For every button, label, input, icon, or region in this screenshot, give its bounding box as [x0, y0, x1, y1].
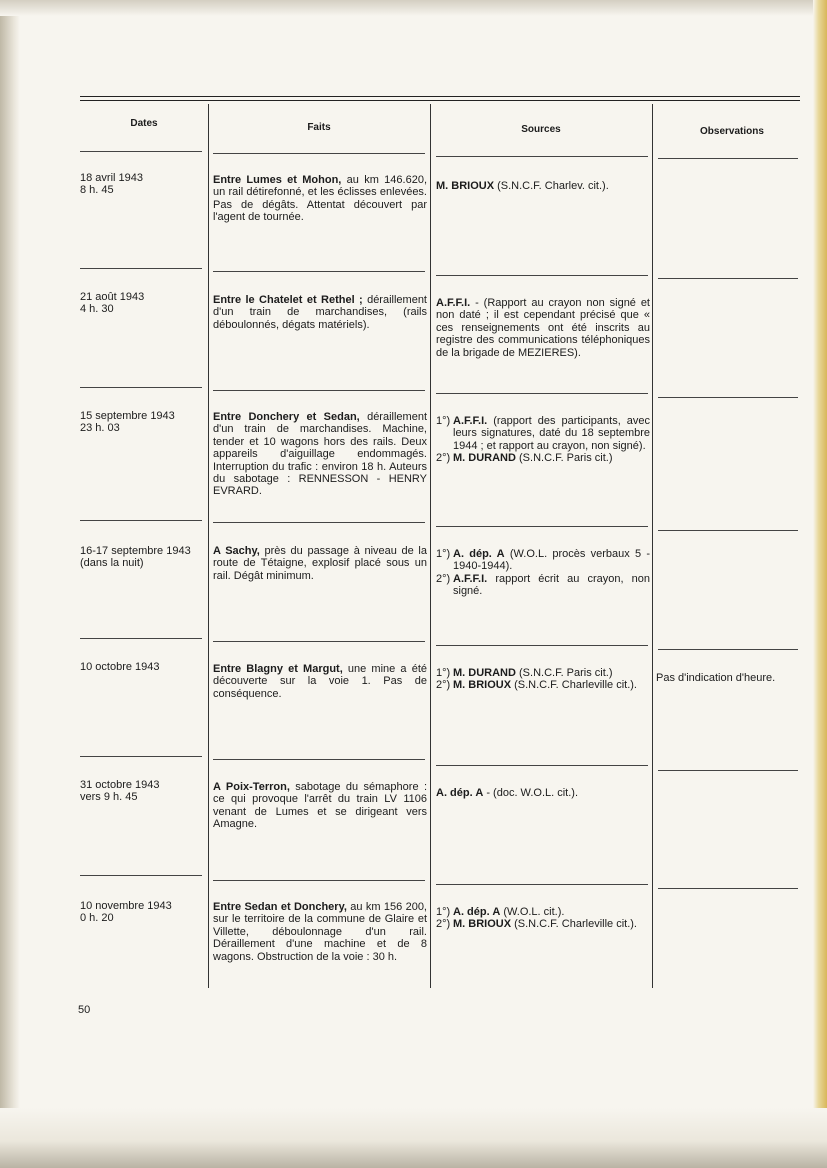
source-cell [436, 415, 650, 465]
source-name: A. dép. A [453, 906, 501, 918]
table-row [80, 900, 200, 925]
fait-location: Entre Lumes et Mohon, [213, 174, 342, 186]
time-value: vers 9 h. 45 [80, 791, 138, 804]
row-separator [213, 880, 425, 881]
page-top-shadow [0, 0, 827, 16]
source-entry [436, 415, 650, 452]
fait-location: Entre Donchery et Sedan, [213, 411, 360, 423]
source-name: M. BRIOUX [453, 918, 512, 931]
fait-cell [213, 663, 427, 700]
time-value: 4 h. 30 [80, 303, 114, 316]
page-bottom-shadow [0, 1108, 827, 1168]
source-number: 2°) [436, 679, 451, 692]
date-value: 31 octobre 1943 [80, 779, 160, 791]
row-separator [213, 641, 425, 642]
row-separator [658, 649, 798, 650]
date-value: 21 août 1943 [80, 291, 145, 303]
source-name: A.F.F.I. [453, 415, 488, 427]
source-name: A. dép. A [436, 787, 484, 799]
page-edge-right [813, 0, 827, 1168]
fait-location: Entre Sedan et Donchery, [213, 901, 347, 913]
fait-description: près du passage à niveau de la route de Tétaigne, explosif placé sous un rail. Dégât minimum. [213, 545, 427, 582]
source-number: 2°) [436, 452, 451, 465]
source-entry [436, 906, 650, 918]
row-separator [80, 756, 202, 757]
row-separator [658, 158, 798, 159]
date-value: 10 octobre 1943 [80, 661, 160, 673]
source-detail: - (doc. W.O.L. cit.). [483, 787, 579, 799]
table-row [80, 172, 200, 197]
fait-cell [213, 174, 427, 224]
source-entry [436, 667, 650, 679]
fait-description: une mine a été découverte sur la voie 1. Pas de conséquence. [213, 663, 427, 700]
row-separator [80, 387, 202, 388]
source-name: A. dép. A [453, 548, 505, 560]
source-cell [436, 297, 650, 359]
fait-description: déraillement d'un train de marchandises, (rails déboulonnés, dégats matériels). [213, 294, 427, 331]
table-row [80, 779, 200, 804]
source-number: 2°) [436, 918, 451, 931]
date-value: 15 septembre 1943 [80, 410, 175, 422]
source-name: M. DURAND [453, 667, 516, 679]
fait-cell [213, 901, 427, 963]
page-edge-shadow [0, 0, 20, 1168]
row-separator [213, 759, 425, 760]
fait-description: au km 146.620, un rail détirefonné, et les éclisses enlevées. Pas de dégâts. Attentat découvert par l'agent de tournée. [213, 174, 428, 224]
row-separator [658, 530, 798, 531]
column-divider [430, 104, 431, 988]
source-number: 1°) [436, 906, 451, 918]
source-name: A.F.F.I. [453, 572, 488, 585]
row-separator [436, 156, 648, 157]
source-entry [436, 297, 650, 359]
source-detail: (S.N.C.F. Charleville cit.). [511, 918, 637, 931]
fait-location: A Sachy, [213, 545, 260, 557]
table-row [80, 410, 200, 435]
row-separator [658, 278, 798, 279]
row-separator [436, 884, 648, 885]
source-entry [436, 573, 650, 598]
column-divider [208, 104, 209, 988]
date-value: 10 novembre 1943 [80, 900, 172, 912]
row-separator [80, 875, 202, 876]
header-faits: Faits [307, 122, 331, 133]
fait-location: Entre le Chatelet et Rethel ; [213, 294, 363, 306]
time-value: 8 h. 45 [80, 184, 114, 197]
fait-description: au km 156 200, sur le territoire de la commune de Glaire et Villette, déboulonnage d'un rail. Déraillement d'une machine et de 8 wagons. Obstruction de la voie : 30 h. [213, 901, 427, 963]
observation-note: Pas d'indication d'heure. [656, 672, 776, 684]
source-name: M. BRIOUX [453, 679, 512, 692]
source-entry [436, 787, 650, 799]
source-entry [436, 452, 650, 464]
source-detail: (S.N.C.F. Charlev. cit.). [494, 180, 609, 192]
row-separator [658, 770, 798, 771]
header-sources: Sources [521, 124, 561, 135]
table-row [80, 661, 200, 673]
source-detail: (rapport des participants, avec leurs signatures, daté du 18 septembre 1944 ; et rapport au crayon, non signé). [453, 415, 650, 452]
time-value: 23 h. 03 [80, 422, 120, 435]
source-name: M. BRIOUX [436, 180, 495, 192]
row-separator [80, 520, 202, 521]
page-number: 50 [78, 1004, 91, 1016]
table-top-rule [80, 96, 800, 97]
header-dates: Dates [130, 118, 158, 129]
row-separator [658, 888, 798, 889]
fait-description: sabotage du sémaphore : ce qui provoque l'arrêt du train LV 1106 venant de Lumes et se dirigeant vers Amagne. [213, 781, 428, 831]
time-value: 0 h. 20 [80, 912, 114, 925]
row-separator [436, 275, 648, 276]
source-cell [436, 906, 650, 931]
source-name: M. DURAND [453, 452, 516, 465]
fait-cell [213, 545, 427, 582]
header-observations: Observations [700, 126, 764, 137]
source-entry [436, 180, 650, 192]
row-separator [213, 271, 425, 272]
source-cell [436, 667, 650, 692]
source-number: 1°) [436, 415, 451, 427]
source-detail: (W.O.L. cit.). [500, 906, 565, 918]
source-entry [436, 918, 650, 930]
source-cell [436, 787, 650, 799]
time-value: (dans la nuit) [80, 557, 144, 570]
table-row [80, 291, 200, 316]
source-detail: (S.N.C.F. Paris cit.) [515, 667, 613, 679]
source-number: 1°) [436, 548, 451, 560]
column-divider [652, 104, 653, 988]
row-separator [436, 526, 648, 527]
fait-description: déraillement d'un train de marchandises. Machine, tender et 10 wagons hors des rails. Deux appareils d'aiguillage endommagés. Interruption du trafic : environ 18 h. Auteurs du sabotage : RENNESSON - HENRY EVRARD. [213, 411, 427, 498]
source-detail: (W.O.L. procès verbaux 5 - 1940-1944). [453, 548, 650, 573]
fait-cell [213, 411, 427, 498]
row-separator [80, 151, 202, 152]
row-separator [80, 268, 202, 269]
source-detail: (S.N.C.F. Charleville cit.). [511, 679, 637, 692]
table-row [80, 545, 200, 570]
row-separator [213, 522, 425, 523]
date-value: 18 avril 1943 [80, 172, 143, 184]
row-separator [658, 397, 798, 398]
source-detail: rapport écrit au crayon, non signé. [453, 572, 650, 598]
row-separator [213, 390, 425, 391]
row-separator [213, 153, 425, 154]
source-name: A.F.F.I. [436, 297, 471, 309]
source-cell [436, 180, 650, 192]
row-separator [436, 765, 648, 766]
fait-location: A Poix-Terron, [213, 781, 290, 793]
source-detail: (S.N.C.F. Paris cit.) [515, 452, 613, 465]
source-entry [436, 679, 650, 691]
fait-location: Entre Blagny et Margut, [213, 663, 343, 675]
source-number: 2°) [436, 572, 451, 585]
row-separator [436, 393, 648, 394]
source-cell [436, 548, 650, 598]
source-number: 1°) [436, 667, 451, 679]
row-separator [80, 638, 202, 639]
table-top-rule-2 [80, 100, 800, 101]
date-value: 16-17 septembre 1943 [80, 545, 191, 557]
source-detail: - (Rapport au crayon non signé et non daté ; il est cependant précisé que « ces renseignements ont été inscrits au registre des communications téléphoniques de la brigade de MEZIERES). [436, 297, 650, 359]
row-separator [436, 645, 648, 646]
source-entry [436, 548, 650, 573]
fait-cell [213, 294, 427, 331]
fait-cell [213, 781, 427, 831]
